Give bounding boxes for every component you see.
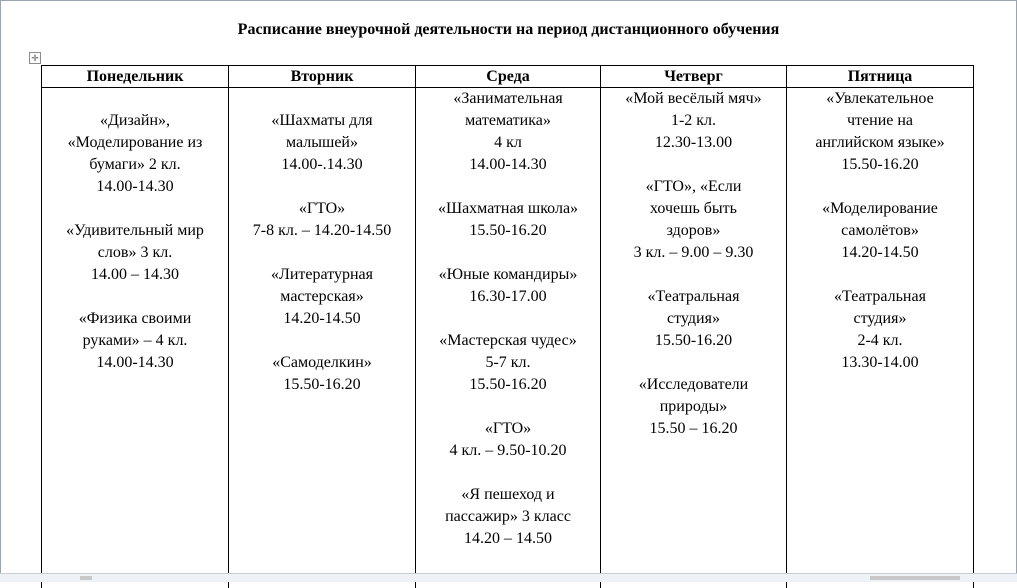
activity-line: мастерская»: [229, 286, 415, 308]
activity-line: «Шахматы для: [229, 110, 415, 132]
entry-spacer: [416, 396, 600, 418]
activity-line: математика»: [416, 110, 600, 132]
day-header-friday: Пятница: [787, 66, 974, 88]
entry-spacer: [601, 352, 786, 374]
activity-line: «Театральная: [601, 286, 786, 308]
activity-line: 14.00-14.30: [42, 176, 228, 198]
cell-content: [42, 88, 228, 374]
page-title: Расписание внеурочной деятельности на период дистанционного обучения: [0, 21, 1017, 39]
activity-line: здоров»: [601, 220, 786, 242]
activity-line: «ГТО», «Если: [601, 176, 786, 198]
activity-line: 14.20-14.50: [787, 242, 973, 264]
cell-content: [787, 88, 973, 374]
schedule-row: [42, 88, 974, 588]
activity-line: 15.50-16.20: [787, 154, 973, 176]
activity-line: 14.00-.14.30: [229, 154, 415, 176]
activity-line: английском языке»: [787, 132, 973, 154]
activity-line: хочешь быть: [601, 198, 786, 220]
entry-spacer: [416, 462, 600, 484]
activity-line: «Моделирование из: [42, 132, 228, 154]
activity-line: 16.30-17.00: [416, 286, 600, 308]
activity-line: слов» 3 кл.: [42, 242, 228, 264]
day-header-monday: Понедельник: [42, 66, 229, 88]
activity-line: 4 кл: [416, 132, 600, 154]
activity-line: «Дизайн»,: [42, 110, 228, 132]
activity-line: 15.50-16.20: [416, 220, 600, 242]
day-cell-friday: [787, 88, 974, 588]
activity-line: 15.50 – 16.20: [601, 418, 786, 440]
entry-spacer: [601, 154, 786, 176]
activity-line: природы»: [601, 396, 786, 418]
entry-spacer: [42, 286, 228, 308]
activity-line: 15.50-16.20: [601, 330, 786, 352]
activity-line: 12.30-13.00: [601, 132, 786, 154]
activity-line: «Юные командиры»: [416, 264, 600, 286]
entry-spacer: [416, 242, 600, 264]
activity-line: 14.20-14.50: [229, 308, 415, 330]
scroll-thumb[interactable]: [870, 576, 960, 580]
cell-content: [416, 88, 600, 550]
activity-line: «Физика своими: [42, 308, 228, 330]
activity-line: бумаги» 2 кл.: [42, 154, 228, 176]
activity-line: 15.50-16.20: [416, 374, 600, 396]
activity-line: «Увлекательное: [787, 88, 973, 110]
day-header-thursday: Четверг: [601, 66, 787, 88]
activity-line: «Литературная: [229, 264, 415, 286]
activity-line: 2-4 кл.: [787, 330, 973, 352]
day-cell-wednesday: [416, 88, 601, 588]
activity-line: руками» – 4 кл.: [42, 330, 228, 352]
activity-line: чтение на: [787, 110, 973, 132]
activity-line: «Удивительный мир: [42, 220, 228, 242]
activity-line: «Мой весёлый мяч»: [601, 88, 786, 110]
entry-spacer: [787, 264, 973, 286]
activity-line: «ГТО»: [416, 418, 600, 440]
activity-line: 14.20 – 14.50: [416, 528, 600, 550]
entry-spacer: [229, 176, 415, 198]
activity-line: самолётов»: [787, 220, 973, 242]
activity-line: «Исследователи: [601, 374, 786, 396]
activity-line: 14.00-14.30: [416, 154, 600, 176]
activity-line: 3 кл. – 9.00 – 9.30: [601, 242, 786, 264]
cell-content: [229, 88, 415, 396]
activity-line: «Мастерская чудес»: [416, 330, 600, 352]
activity-line: «Шахматная школа»: [416, 198, 600, 220]
day-cell-monday: [42, 88, 229, 588]
header-row: [42, 66, 974, 88]
activity-line: «Я пешеход и: [416, 484, 600, 506]
day-header-tuesday: Вторник: [229, 66, 416, 88]
entry-spacer: [601, 264, 786, 286]
activity-line: «Театральная: [787, 286, 973, 308]
activity-line: студия»: [601, 308, 786, 330]
activity-line: пассажир» 3 класс: [416, 506, 600, 528]
activity-line: «Самоделкин»: [229, 352, 415, 374]
activity-line: студия»: [787, 308, 973, 330]
day-cell-thursday: [601, 88, 787, 588]
activity-line: «ГТО»: [229, 198, 415, 220]
activity-line: 5-7 кл.: [416, 352, 600, 374]
entry-spacer: [787, 176, 973, 198]
entry-spacer: [416, 176, 600, 198]
day-cell-tuesday: [229, 88, 416, 588]
activity-line: 15.50-16.20: [229, 374, 415, 396]
schedule-table: [41, 65, 974, 588]
activity-line: малышей»: [229, 132, 415, 154]
entry-spacer: [229, 330, 415, 352]
entry-spacer: [42, 198, 228, 220]
ruler-marker: [80, 576, 92, 580]
activity-line: 1-2 кл.: [601, 110, 786, 132]
activity-line: 7-8 кл. – 14.20-14.50: [229, 220, 415, 242]
entry-spacer: [416, 308, 600, 330]
activity-line: 13.30-14.00: [787, 352, 973, 374]
day-header-wednesday: Среда: [416, 66, 601, 88]
activity-line: 4 кл. – 9.50-10.20: [416, 440, 600, 462]
entry-spacer: [229, 242, 415, 264]
move-cross-icon[interactable]: ✛: [29, 52, 41, 64]
activity-line: 14.00-14.30: [42, 352, 228, 374]
activity-line: «Моделирование: [787, 198, 973, 220]
cell-content: [601, 88, 786, 440]
activity-line: 14.00 – 14.30: [42, 264, 228, 286]
activity-line: «Занимательная: [416, 88, 600, 110]
